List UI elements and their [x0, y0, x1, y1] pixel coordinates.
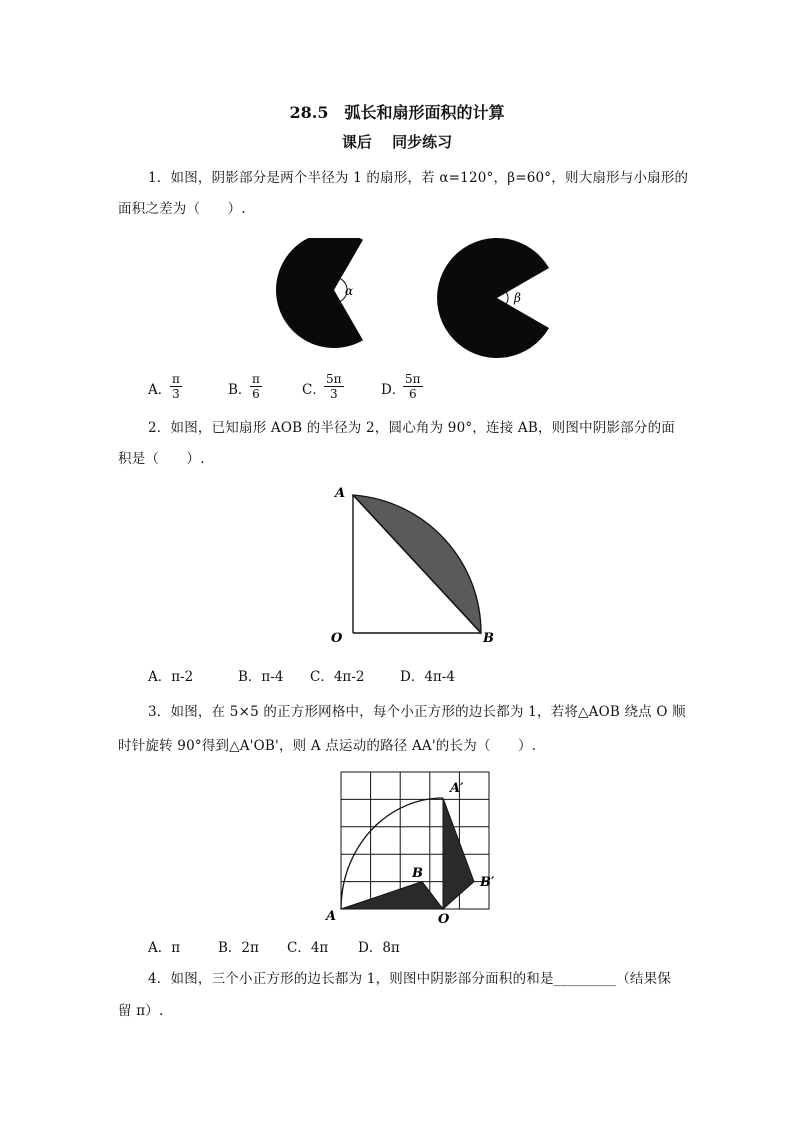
q3-text-line1: 3．如图，在 5×5 的正方形网格中，每个小正方形的边长都为 1，若将△AOB 绕点 O 顺	[148, 704, 686, 720]
q2-text-line1: 2．如图，已知扇形 AOB 的半径为 2，圆心角为 90°，连接 AB，则图中阴影部分的面	[148, 420, 675, 436]
q3-option-b[interactable]: B．2π	[218, 940, 259, 956]
q3-triangle-a-prime-ob-prime	[443, 798, 474, 909]
q1-angle-arc-beta	[507, 293, 508, 304]
q2-option-b[interactable]: B．π-4	[238, 669, 284, 685]
q2-figure	[325, 480, 500, 650]
q1-option-d-den: 6	[408, 387, 417, 401]
q3-label-b-prime: B′	[480, 875, 495, 890]
q1-option-c-den: 3	[329, 387, 338, 401]
q1-option-b-num: π	[252, 372, 260, 386]
q4-text-line2: 留 π）.	[118, 1003, 164, 1019]
q1-figure	[268, 238, 558, 360]
q2-text-line2: 积是（ ）.	[118, 451, 205, 467]
q3-label-a: A	[326, 909, 337, 924]
q3-label-b: B	[412, 866, 423, 881]
q3-option-c[interactable]: C．4π	[287, 940, 329, 956]
q2-label-o: O	[331, 631, 343, 646]
q1-option-c-fraction	[324, 372, 344, 401]
q3-figure	[322, 768, 502, 928]
q1-option-b-letter[interactable]: B．	[228, 382, 252, 398]
q1-text-line1: 1．如图，阴影部分是两个半径为 1 的扇形，若 α=120°，β=60°，则大扇形与小扇形的	[148, 170, 689, 186]
q1-sector-beta	[437, 238, 549, 358]
q4-text-line1: 4．如图，三个小正方形的边长都为 1，则图中阴影部分面积的和是_________（结果保	[148, 971, 672, 987]
q3-label-a-prime: A′	[450, 781, 464, 796]
q1-option-a-num: π	[172, 372, 180, 386]
q3-triangle-aob	[341, 882, 443, 909]
q3-text-line2: 时针旋转 90°得到△A'OB'，则 A 点运动的路径 AA'的长为（ ）.	[118, 738, 537, 754]
q1-option-a-fraction	[170, 372, 182, 401]
page-subtitle: 课后 同步练习	[341, 133, 453, 151]
q1-label-beta: β	[514, 291, 521, 305]
q1-option-c-num: 5π	[326, 372, 342, 386]
q1-option-d-letter[interactable]: D．	[381, 382, 406, 398]
q2-label-a: A	[335, 486, 346, 501]
q1-option-b-den: 6	[252, 387, 260, 401]
q1-text-line2: 面积之差为（ ）.	[118, 201, 246, 217]
q3-option-d[interactable]: D．8π	[358, 940, 400, 956]
q2-option-a[interactable]: A．π-2	[148, 669, 194, 685]
q3-option-a[interactable]: A．π	[148, 940, 181, 956]
q1-option-b-fraction	[250, 372, 262, 401]
q1-option-d-fraction	[403, 372, 423, 401]
q2-option-d[interactable]: D．4π-4	[400, 669, 455, 685]
q3-label-o: O	[438, 912, 450, 927]
q1-option-c-letter[interactable]: C．	[302, 382, 326, 398]
q1-option-a-letter[interactable]: A．	[148, 382, 172, 398]
page-title: 28.5 弧长和扇形面积的计算	[289, 103, 505, 122]
q1-option-d-num: 5π	[405, 372, 421, 386]
q1-label-alpha: α	[345, 284, 354, 298]
q2-option-c[interactable]: C．4π-2	[310, 669, 365, 685]
q1-option-a-den: 3	[172, 387, 180, 401]
q2-label-b: B	[483, 631, 494, 646]
